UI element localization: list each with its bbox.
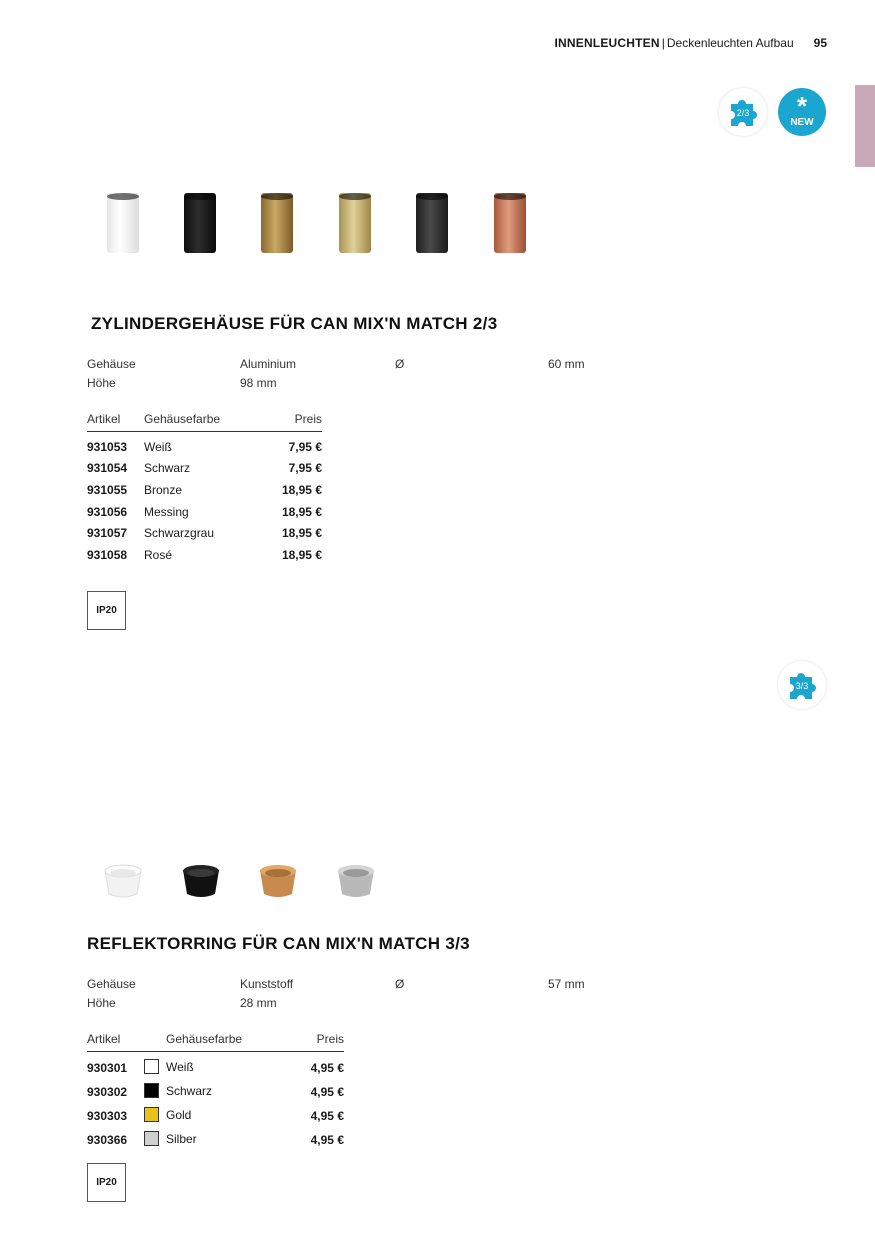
color-name: Schwarz [166,1084,213,1099]
color-name: Rosé [144,547,173,562]
star-icon: * [796,91,808,121]
color-swatch [144,1083,159,1098]
color-name: Schwarzgrau [144,526,215,541]
table-row [87,479,322,501]
cylinder-white-image [107,193,139,253]
column-header-article: Artikel [87,412,144,432]
ring-white-image [101,862,145,900]
price: 4,95 € [310,1085,344,1099]
article-number: 931057 [87,526,128,541]
product2-diameter-label: Ø [395,977,405,991]
cylinder-bronze-image [261,193,293,253]
color-name: Messing [144,504,189,519]
ip-rating-badge: IP20 [87,1163,126,1202]
price: 18,95 € [281,526,322,541]
table-row [87,1104,344,1128]
color-swatch [144,1107,159,1122]
header-subcategory: Deckenleuchten Aufbau [666,36,794,50]
color-name: Gold [166,1108,192,1123]
product2-title: REFLEKTORRING FÜR CAN MIX'N MATCH 3/3 [87,934,470,953]
table-row [87,501,322,523]
price: 18,95 € [281,482,322,497]
new-badge [778,88,826,136]
table-row [87,1080,344,1104]
product2-housing-value: Kunststoff [240,977,294,991]
cylinder-black-image [184,193,216,253]
section-tab [855,85,875,167]
product1-height-label: Höhe [87,376,116,390]
product2-diameter-value: 57 mm [548,977,585,991]
puzzle-label: 3/3 [795,681,809,691]
puzzle-icon [719,88,767,136]
table-row [87,522,322,544]
price: 7,95 € [288,461,322,476]
color-name: Bronze [144,482,183,497]
color-name: Schwarz [144,461,191,476]
header-category: INNENLEUCHTEN [554,36,660,50]
price: 18,95 € [281,504,322,519]
page-header [554,36,827,50]
color-name: Weiß [144,439,172,454]
price: 4,95 € [310,1133,344,1147]
article-number: 930366 [87,1133,128,1147]
ip-rating-badge: IP20 [87,591,126,630]
table-row [87,458,322,480]
article-number: 931055 [87,482,128,497]
ring-silver-image [334,862,378,900]
color-swatch [144,1059,159,1074]
product1-diameter-label: Ø [395,357,405,371]
table-row [87,1052,344,1081]
article-number: 930301 [87,1061,128,1075]
article-number: 931054 [87,461,128,476]
product1-table [87,412,322,566]
product2-housing-label: Gehäuse [87,977,136,991]
article-number: 931058 [87,547,128,562]
price: 18,95 € [281,547,322,562]
table-row [87,544,322,566]
price: 7,95 € [288,439,322,454]
column-header-color: Gehäusefarbe [144,1032,284,1052]
table-row [87,432,322,458]
ring-black-image [179,862,223,900]
product1-height-value: 98 mm [240,376,277,390]
page-number: 95 [813,36,827,50]
cylinder-rose-image [494,193,526,253]
product2-height-value: 28 mm [240,996,277,1010]
cylinder-brass-image [339,193,371,253]
color-name: Weiß [166,1060,194,1075]
price: 4,95 € [310,1061,344,1075]
price: 4,95 € [310,1109,344,1123]
ring-gold-image [256,862,300,900]
article-number: 930303 [87,1109,128,1123]
puzzle-label: 2/3 [736,108,750,118]
header-separator: | [661,36,665,50]
color-name: Silber [166,1132,197,1147]
product2-table [87,1032,344,1152]
column-header-color: Gehäusefarbe [144,412,264,432]
puzzle-badge-2-3 [719,88,767,136]
table-row [87,1128,344,1152]
product1-title: ZYLINDERGEHÄUSE FÜR CAN MIX'N MATCH 2/3 [91,314,498,333]
article-number: 930302 [87,1085,128,1099]
puzzle-icon [778,661,826,709]
new-badge-label: NEW [790,117,814,128]
product1-diameter-value: 60 mm [548,357,585,371]
article-number: 931053 [87,439,128,454]
product2-height-label: Höhe [87,996,116,1010]
article-number: 931056 [87,504,128,519]
column-header-article: Artikel [87,1032,144,1052]
cylinder-blackgrey-image [416,193,448,253]
color-swatch [144,1131,159,1146]
product1-housing-value: Aluminium [240,357,297,371]
puzzle-badge-3-3 [778,661,826,709]
product1-housing-label: Gehäuse [87,357,136,371]
column-header-price: Preis [264,412,322,432]
column-header-price: Preis [284,1032,344,1052]
